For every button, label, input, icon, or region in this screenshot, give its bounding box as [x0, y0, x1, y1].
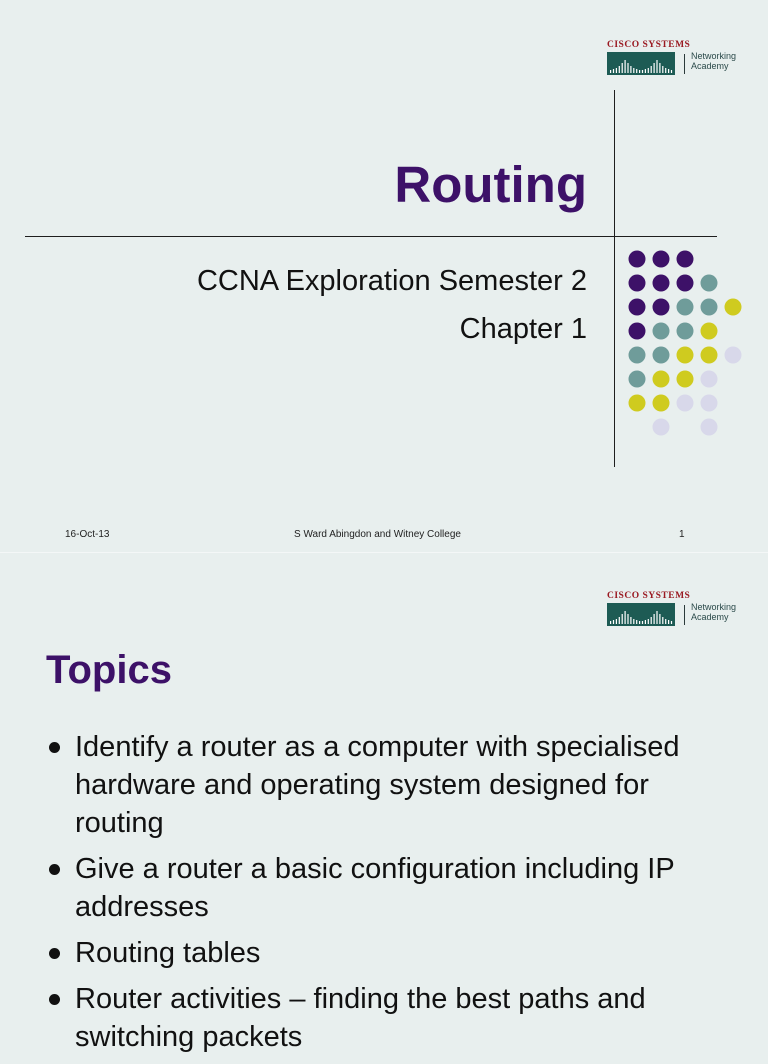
logo-bar: [642, 70, 643, 73]
decorative-dot: [629, 347, 646, 364]
footer-author: S Ward Abingdon and Witney College: [294, 529, 461, 540]
logo-divider: [684, 54, 685, 74]
decorative-dot: [701, 299, 718, 316]
decorative-dot: [629, 395, 646, 412]
decorative-dot: [629, 299, 646, 316]
decorative-dot: [653, 371, 670, 388]
networking-academy-label: Networking Academy: [691, 602, 737, 622]
logo-bar: [648, 68, 649, 73]
decorative-dot: [677, 299, 694, 316]
cisco-logo: [607, 591, 742, 627]
logo-bar: [665, 68, 666, 73]
decorative-dot: [653, 275, 670, 292]
logo-bar: [671, 621, 672, 624]
logo-bar: [668, 620, 669, 624]
logo-bar: [616, 619, 617, 624]
logo-bar: [656, 611, 657, 624]
logo-bar: [622, 63, 623, 73]
slide-title: Routing: [394, 156, 587, 213]
decorative-dot: [653, 251, 670, 268]
logo-bar: [659, 63, 660, 73]
logo-bar: [654, 63, 655, 73]
logo-divider: [684, 605, 685, 625]
decorative-dot: [677, 395, 694, 412]
subtitle-chapter: Chapter 1: [459, 313, 587, 345]
cisco-brand-text: CISCO SYSTEMS: [607, 591, 691, 601]
decorative-dot: [629, 323, 646, 340]
decorative-dot: [653, 419, 670, 436]
networking-academy-label: Networking Academy: [691, 51, 737, 71]
cisco-bridge-icon: [607, 52, 675, 75]
vertical-divider: [614, 90, 615, 467]
logo-bar: [636, 620, 637, 624]
logo-bar: [659, 614, 660, 624]
list-item: Routing tables: [48, 934, 728, 972]
decorative-dot: [701, 275, 718, 292]
horizontal-divider: [25, 236, 717, 237]
cisco-brand-text: CISCO SYSTEMS: [607, 40, 691, 50]
decorative-dot: [701, 419, 718, 436]
footer-page-number: 1: [679, 529, 685, 540]
subtitle-course: CCNA Exploration Semester 2: [196, 265, 587, 297]
logo-bar: [648, 619, 649, 624]
logo-bar: [619, 66, 620, 73]
logo-bar: [651, 66, 652, 73]
logo-bar: [668, 69, 669, 73]
logo-bar: [610, 621, 611, 624]
decorative-dot: [677, 347, 694, 364]
decorative-dot: [677, 323, 694, 340]
decorative-dot: [677, 275, 694, 292]
logo-bar: [645, 69, 646, 73]
cisco-bridge-icon: [607, 603, 675, 626]
logo-bar: [613, 620, 614, 624]
logo-bar: [639, 621, 640, 624]
list-item: Router activities – finding the best paths and switching packets: [48, 980, 728, 1056]
decorative-dot: [701, 371, 718, 388]
logo-bar: [636, 69, 637, 73]
decorative-dot: [629, 275, 646, 292]
bullet-icon: [49, 994, 60, 1005]
decorative-dot: [725, 299, 742, 316]
logo-bar: [630, 66, 631, 73]
logo-bar: [616, 68, 617, 73]
logo-bar: [625, 611, 626, 624]
logo-bar: [656, 60, 657, 73]
logo-bar: [665, 619, 666, 624]
logo-bar: [627, 614, 628, 624]
cisco-logo: [607, 40, 742, 76]
decorative-dot: [701, 395, 718, 412]
logo-bar: [613, 69, 614, 73]
logo-bar: [671, 70, 672, 73]
decorative-dot: [653, 395, 670, 412]
logo-bar: [662, 66, 663, 73]
logo-bar: [662, 617, 663, 624]
footer-date: 16-Oct-13: [65, 529, 110, 540]
slide-title: Topics: [46, 648, 172, 692]
logo-bar: [633, 68, 634, 73]
logo-bar: [625, 60, 626, 73]
logo-bar: [651, 617, 652, 624]
decorative-dot: [677, 371, 694, 388]
decorative-dot: [629, 371, 646, 388]
logo-bar: [610, 70, 611, 73]
logo-bar: [642, 621, 643, 624]
logo-bar: [630, 617, 631, 624]
logo-bar: [627, 63, 628, 73]
bullet-icon: [49, 742, 60, 753]
logo-bar: [645, 620, 646, 624]
decorative-dot-grid: [620, 245, 760, 445]
logo-bar: [619, 617, 620, 624]
logo-bar: [633, 619, 634, 624]
slide-2: [0, 552, 768, 1053]
logo-bar: [622, 614, 623, 624]
bullet-icon: [49, 948, 60, 959]
decorative-dot: [653, 299, 670, 316]
decorative-dot: [725, 347, 742, 364]
decorative-dot: [701, 347, 718, 364]
bullet-icon: [49, 864, 60, 875]
logo-bar: [639, 70, 640, 73]
decorative-dot: [653, 323, 670, 340]
list-item: Identify a router as a computer with specialised hardware and operating system designed for routing: [48, 728, 728, 842]
decorative-dot: [653, 347, 670, 364]
decorative-dot: [701, 323, 718, 340]
topics-list: [48, 728, 728, 1064]
decorative-dot: [677, 251, 694, 268]
list-item: Give a router a basic configuration including IP addresses: [48, 850, 728, 926]
logo-bar: [654, 614, 655, 624]
decorative-dot: [629, 251, 646, 268]
